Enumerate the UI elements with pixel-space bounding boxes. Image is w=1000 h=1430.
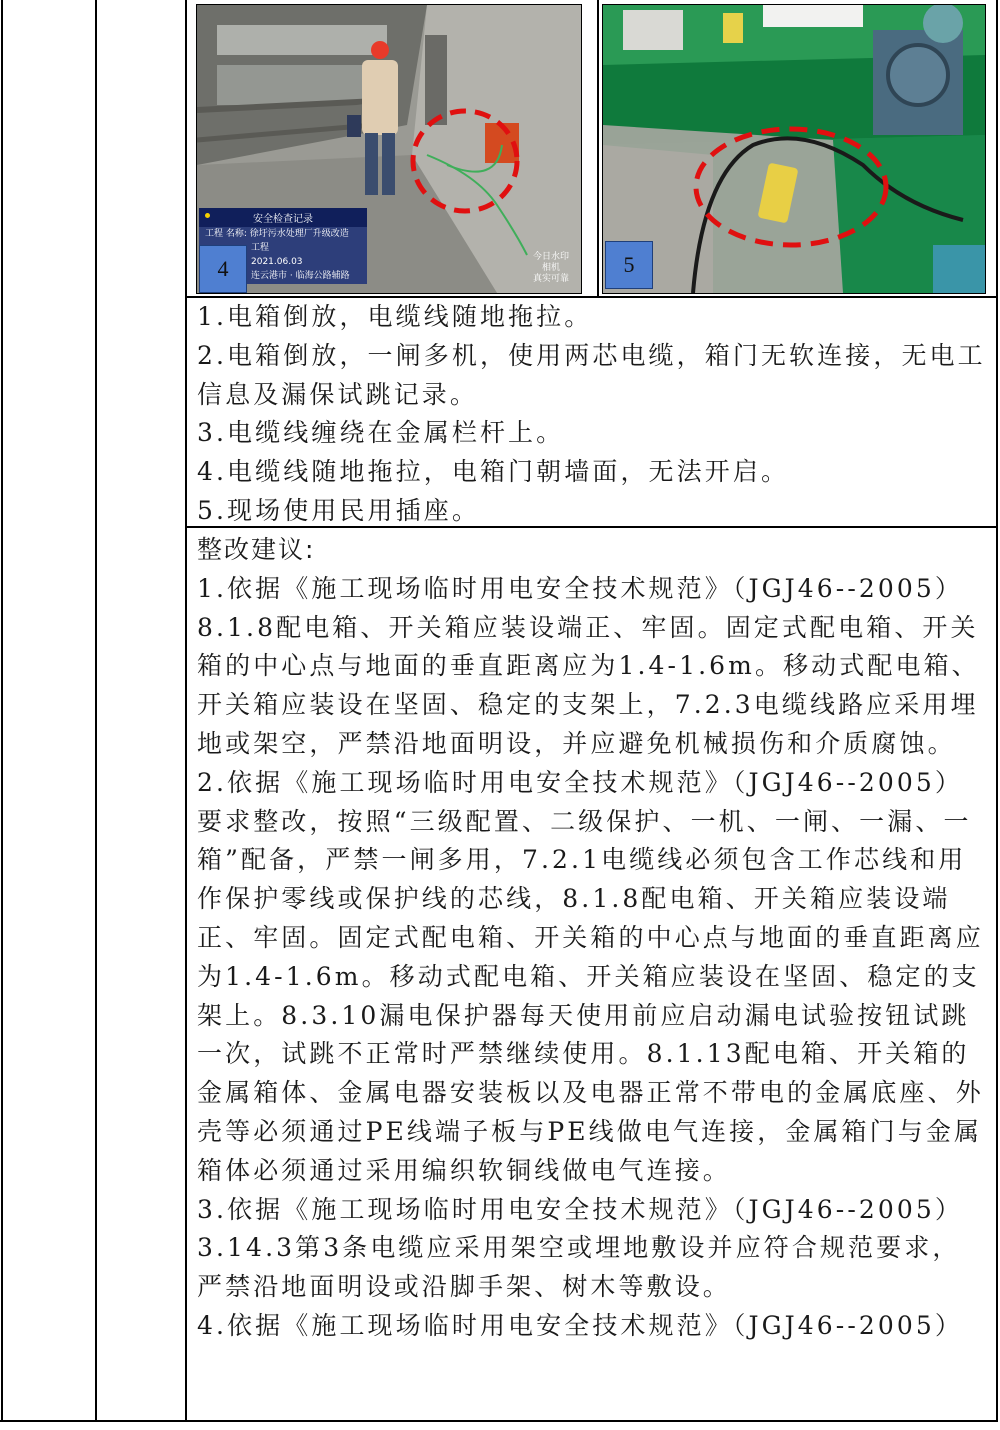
rectification-section: [197, 531, 987, 1346]
status-dot-icon: [205, 213, 210, 218]
site-photo-5: [602, 4, 986, 294]
table-border-left: [1, 0, 3, 1422]
photo-number-badge: 5: [605, 241, 653, 289]
card-row: 工程 名称: 徐圩污水处理厂升级改造: [205, 229, 349, 239]
issue-item: 2.电箱倒放，一闸多机，使用两芯电缆，箱门无软连接，无电工信息及漏保试跳记录。: [197, 340, 986, 409]
issue-item: 4.电缆线随地拖拉，电箱门朝墙面，无法开启。: [197, 457, 790, 487]
rectification-item: 2.依据《施工现场临时用电安全技术规范》（JGJ46--2005）要求整改，按照“三级配置、二级保护、一机、一闸、一漏、一箱”配备，严禁一闸多用，7.2.1电缆线必须包含工作芯线和用作保护零线或保护线的芯线，8.1.8配电箱、开关箱应装设端正、牢固。固定式配电箱、开关箱的中心点与地面的垂直距离应为1.4-1.6m。移动式配电箱、开关箱应装设在坚固、稳定的支架上。8.3.10漏电保护器每天使用前应启动漏电试验按钮试跳一次，试跳不正常时严禁继续使用。8.1.13配电箱、开关箱的金属箱体、金属电器安装板以及电器正常不带电的金属底座、外壳等必须通过PE线端子板与PE线做电气连接，金属箱门与金属箱体必须通过采用编织软铜线做电气连接。: [197, 767, 984, 1185]
rectification-item: 3.依据《施工现场临时用电安全技术规范》（JGJ46--2005）3.14.3第3条电缆应采用架空或埋地敷设并应符合规范要求，严禁沿地面明设或沿脚手架、树木等敷设。: [197, 1194, 963, 1302]
rectification-item: 1.依据《施工现场临时用电安全技术规范》（JGJ46--2005）8.1.8配电箱、开关箱应装设端正、牢固。固定式配电箱、开关箱的中心点与地面的垂直距离应为1.4-1.6m。移动式配电箱、开关箱应装设在坚固、稳定的支架上，7.2.3电缆线路应采用埋地或架空，严禁沿地面明设，并应避免机械损伤和介质腐蚀。: [197, 573, 980, 758]
rectification-heading: 整改建议:: [197, 535, 316, 564]
rectification-item: 4.依据《施工现场临时用电安全技术规范》（JGJ46--2005）: [197, 1310, 963, 1340]
issue-item: 1.电箱倒放，电缆线随地拖拉。: [197, 302, 593, 331]
card-title: 安全检查记录: [253, 214, 313, 225]
card-row: 2021.06.03: [251, 257, 303, 267]
photo-number-badge: 4: [199, 245, 247, 293]
site-photo-4: [196, 4, 582, 294]
equipment-scene-image: [603, 5, 985, 293]
watermark-line: 真实可靠: [532, 274, 569, 284]
watermark-line: 今日水印: [532, 252, 569, 262]
card-row: 连云港市 · 临海公路辅路: [251, 271, 350, 281]
photo-divider: [597, 0, 599, 296]
issue-item: 5.现场使用民用插座。: [197, 495, 480, 525]
table-border-right: [996, 0, 998, 1422]
watermark-line: 相机: [541, 263, 560, 273]
table-column-divider-1: [95, 0, 97, 1422]
card-row: 工程: [251, 243, 270, 253]
issues-list: [197, 298, 987, 531]
table-border-bottom: [0, 1420, 998, 1422]
watermark-text: [533, 252, 569, 285]
table-column-divider-2: [185, 0, 187, 1422]
issue-item: 3.电缆线缠绕在金属栏杆上。: [197, 418, 565, 448]
